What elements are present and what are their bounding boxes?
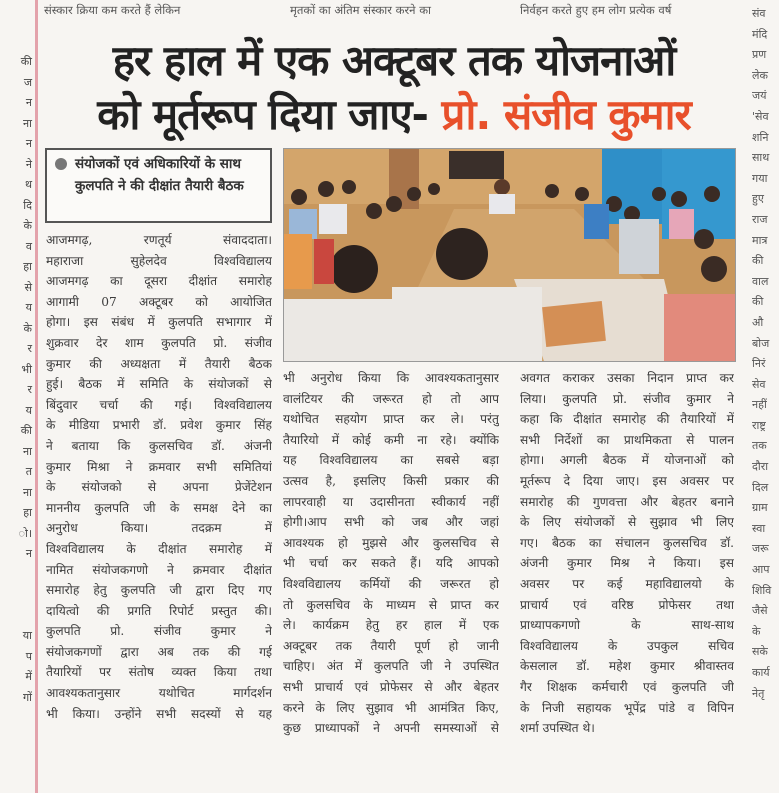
- text-line: न: [25, 547, 32, 560]
- text-line: आवश्यक हो मुझसे और कुलसचिव से: [283, 535, 499, 550]
- text-line: या: [22, 629, 32, 642]
- text-line: भी किया। उन्होंने सभी सदस्यों से यह: [46, 706, 272, 721]
- text-line: सेव: [752, 377, 766, 391]
- text-line: त: [25, 465, 32, 478]
- text-line: अवसर पर कई महाविद्यालयो के: [520, 576, 734, 591]
- text-line: कुछ प्राध्यापकों ने अपनी समस्याओं से: [283, 721, 499, 736]
- text-line: ग्राम: [752, 501, 768, 515]
- text-line: समारोह की गुणवत्ता और बेहतर बनाने: [520, 494, 734, 509]
- text-line: दि: [23, 198, 32, 212]
- text-line: के मीडिया प्रभारी डॉ. प्रवेश कुमार सिंह: [46, 418, 272, 433]
- text-line: राज: [752, 212, 768, 226]
- text-line: विश्वविद्यालय कर्मियों की जरूरत हो: [283, 576, 499, 591]
- headline: [44, 34, 744, 142]
- text-line: के संयोजको से अपना प्रेजेंटेशन: [46, 480, 272, 495]
- text-line: तैयारियों पर संतोष व्यक्त किया तथा: [46, 665, 272, 680]
- text-line: ना: [23, 444, 32, 458]
- text-line: 'सेव: [752, 109, 769, 123]
- text-line: की: [752, 295, 764, 309]
- text-line: अनुरोध किया। तदक्रम में: [46, 521, 272, 536]
- text-line: ना: [23, 485, 32, 499]
- subheadline-text: संयोजकों एवं अधिकारियों के साथ कुलपति ने की दीक्षांत तैयारी बैठक: [75, 156, 244, 194]
- previous-article-tail-col3: निर्वहन करते हुए हम लोग प्रत्येक वर्ष: [520, 3, 672, 17]
- text-line: हुई। बैठक में समिति के संयोजकों से: [46, 377, 272, 392]
- adjacent-column-left: [0, 0, 34, 793]
- text-line: में: [25, 670, 32, 683]
- text-line: वाल: [752, 274, 769, 288]
- text-line: आप: [752, 563, 770, 577]
- text-line: आगामी 07 अक्टूबर को आयोजित: [46, 294, 272, 309]
- text-line: उत्सव है, इसलिए किसी प्रकार की: [283, 473, 499, 488]
- meeting-photo: [283, 148, 736, 362]
- text-line: होगा। अगली बैठक में योजनाओं को: [520, 453, 734, 468]
- text-line: प्राध्यापकगणो के साथ-साथ: [520, 618, 734, 633]
- text-line: आजमगढ़ का दूसरा दीक्षांत समारोह: [46, 274, 272, 289]
- text-line: नामित संयोजकगणो ने क्रमवार दीक्षांत: [46, 562, 272, 577]
- text-line: [0, 585, 34, 606]
- text-line: यथोचित सहयोग प्राप्त कर ले। परंतु: [283, 412, 499, 427]
- text-line: की: [20, 424, 32, 437]
- text-line: दायित्वो की प्रगति रिपोर्ट प्रस्तुत की।: [46, 603, 272, 618]
- text-line: बिंदुवार चर्चा की गई। विश्वविद्यालय: [46, 397, 272, 412]
- subheadline-box: [45, 148, 272, 223]
- text-line: मंदि: [752, 27, 768, 41]
- text-line: दिल: [752, 480, 769, 494]
- text-line: शुक्रवार देर शाम कुलपति प्रो. संजीव: [46, 335, 272, 350]
- text-line: ने: [25, 157, 32, 171]
- text-line: कुमार की अध्यक्षता में तैयारी बैठक: [46, 356, 272, 371]
- text-line: लेक: [752, 68, 768, 82]
- text-line: व: [25, 239, 32, 253]
- text-line: हा: [23, 506, 32, 519]
- text-line: शर्मा उपस्थित थे।: [520, 721, 595, 736]
- text-line: प्राचार्य एवं वरिष्ठ प्रोफेसर तथा: [520, 597, 734, 612]
- text-line: कुमार मिश्रा ने क्रमवार सभी समितियां: [46, 459, 272, 474]
- text-line: जयं: [752, 89, 767, 103]
- previous-article-tail-col1: संस्कार क्रिया कम करते हैं लेकिन: [44, 3, 181, 17]
- text-line: [0, 565, 34, 586]
- text-line: औ: [752, 315, 764, 329]
- headline-line-1: हर हाल में एक अक्टूबर तक योजनाओं: [112, 36, 676, 85]
- text-line: ज: [23, 75, 32, 89]
- text-line: नेतृ: [752, 686, 765, 700]
- text-line: स्वा: [752, 521, 766, 535]
- text-line: ो।: [18, 526, 32, 540]
- text-line: [0, 606, 34, 627]
- text-line: य: [25, 403, 32, 417]
- text-line: भी चर्चा कर सकते हैं। यदि आपको: [283, 556, 499, 571]
- meeting-room-image: [284, 149, 735, 361]
- text-line: न: [25, 96, 32, 109]
- text-line: विश्वविद्यालय के दीक्षांत समारोह में: [46, 541, 272, 556]
- text-line: राष्ट्र: [752, 418, 766, 432]
- text-line: के: [23, 219, 32, 232]
- text-line: भी अनुरोध किया कि आवश्यकतानुसार: [283, 371, 499, 385]
- headline-line-2-text: को मूर्तरूप दिया जाए-: [97, 90, 428, 139]
- text-line: र: [27, 342, 32, 355]
- text-line: संव: [752, 7, 766, 20]
- text-line: तैयारियो में कोई कमी ना रहे। क्योंकि: [283, 432, 499, 447]
- adjacent-column-right: [752, 0, 779, 793]
- text-line: के: [752, 624, 761, 638]
- headline-line-2: [44, 88, 744, 142]
- bullet-icon: [55, 158, 67, 170]
- text-line: मात्र: [752, 233, 768, 247]
- text-line: अंजनी कुमार मिश्र ने किया। इस: [520, 556, 734, 571]
- text-line: थ: [24, 178, 32, 191]
- article-column-1: [46, 230, 272, 724]
- text-line: तक: [752, 439, 767, 453]
- text-line: लापरवाही या उदासीनता स्वीकार्य नहीं: [283, 494, 499, 509]
- text-line: शनि: [752, 130, 769, 144]
- text-line: संयोजकगणों द्वारा अब तक की गई: [46, 644, 272, 659]
- text-line: गया: [752, 171, 768, 185]
- text-line: मूर्तरूप दे दिया जाए। इस अवसर पर: [520, 473, 734, 488]
- article-column-3: [520, 368, 734, 739]
- text-line: जरू: [752, 542, 769, 556]
- text-line: माननीय कुलपति जी के समक्ष देने का: [46, 500, 272, 515]
- text-line: आवश्यकतानुसार यथोचित मार्गदर्शन: [46, 686, 272, 701]
- previous-article-tail-col2: मृतकों का अंतिम संस्कार करने का: [290, 3, 432, 17]
- text-line: ले। कार्यक्रम हेतु हर हाल में एक: [283, 618, 499, 633]
- article-column-2: [283, 368, 499, 739]
- text-line: जैसे: [752, 604, 768, 618]
- text-line: प: [25, 649, 32, 663]
- text-line: नहीं: [752, 398, 767, 412]
- text-line: बोज: [752, 336, 770, 350]
- text-line: र: [27, 383, 32, 396]
- text-line: के: [23, 321, 32, 335]
- text-line: अवगत कराकर उसका निदान प्राप्त कर: [520, 371, 734, 385]
- text-line: होगी।आप सभी को जब और जहां: [283, 515, 499, 530]
- text-line: य: [25, 301, 32, 314]
- headline-attribution: प्रो. संजीव कुमार: [427, 90, 691, 139]
- text-line: हा: [23, 260, 32, 273]
- text-line: सके: [752, 645, 768, 659]
- text-line: की: [20, 55, 32, 68]
- text-line: अक्टूबर तक तैयारी पूर्ण हो जानी: [283, 638, 499, 653]
- text-line: यह विश्वविद्यालय का सबसे बड़ा: [283, 453, 499, 468]
- text-line: ने बताया कि कुलसचिव डॉ. अंजनी: [46, 438, 272, 453]
- text-line: के लिए संयोजकों से सुझाव भी लिए: [520, 515, 734, 530]
- text-line: होगा। इस संबंध में कुलपति सभागार में: [46, 315, 272, 330]
- text-line: भी: [21, 362, 32, 376]
- text-line: कार्य: [752, 666, 770, 679]
- text-line: प्रण: [752, 48, 767, 62]
- text-line: विश्वविद्यालय के उपकुल सचिव: [520, 638, 734, 653]
- text-line: गैर शिक्षक कर्मचारी एवं कुलपति जी: [520, 679, 734, 694]
- text-line: साथ: [752, 151, 770, 165]
- text-line: केसलाल डॉ. महेश कुमार श्रीवास्तव: [520, 659, 734, 674]
- text-line: की: [752, 254, 764, 268]
- text-line: समारोह हेतु कुलपति जी द्वारा दिए गए: [46, 583, 272, 598]
- text-line: लिया। कुलपति प्रो. संजीव कुमार ने: [520, 391, 734, 406]
- text-line: निरं: [752, 357, 766, 371]
- text-line: महाराजा सुहेलदेव विश्वविद्यालय: [46, 253, 272, 268]
- text-line: के निजी सहायक भूपेंद्र पांडे व विपिन: [520, 700, 734, 715]
- text-line: गों: [22, 690, 32, 704]
- text-line: दौरा: [752, 460, 769, 474]
- text-line: ना: [23, 116, 32, 130]
- text-line: से: [24, 280, 32, 294]
- text-line: गए। बैठक का संचालन कुलसचिव डॉ.: [520, 535, 734, 550]
- text-line: न: [25, 137, 32, 150]
- text-line: तो कुलसचिव के माध्यम से प्राप्त कर: [283, 597, 499, 612]
- text-line: वालंटियर की जरूरत हो तो आप: [283, 391, 499, 406]
- text-line: सभी प्राचार्य एवं प्रोफेसर से और बेहतर: [283, 679, 499, 694]
- text-line: सभी निर्देशों का प्राथमिकता से पालन: [520, 432, 734, 447]
- text-line: चाहिए। अंत में कुलपति जी ने उपस्थित: [283, 659, 499, 674]
- text-line: हुए: [752, 192, 764, 206]
- column-divider-rule: [35, 0, 38, 793]
- text-line: कहा कि दीक्षांत समारोह की तैयारियों में: [520, 412, 734, 427]
- text-line: करने के लिए सुझाव भी आमंत्रित किए,: [283, 700, 499, 715]
- text-line: शिवि: [752, 583, 772, 597]
- text-line: आजमगढ़, रणतूर्य संवाददाता।: [46, 233, 272, 247]
- text-line: कुलपति प्रो. संजीव कुमार ने: [46, 624, 272, 639]
